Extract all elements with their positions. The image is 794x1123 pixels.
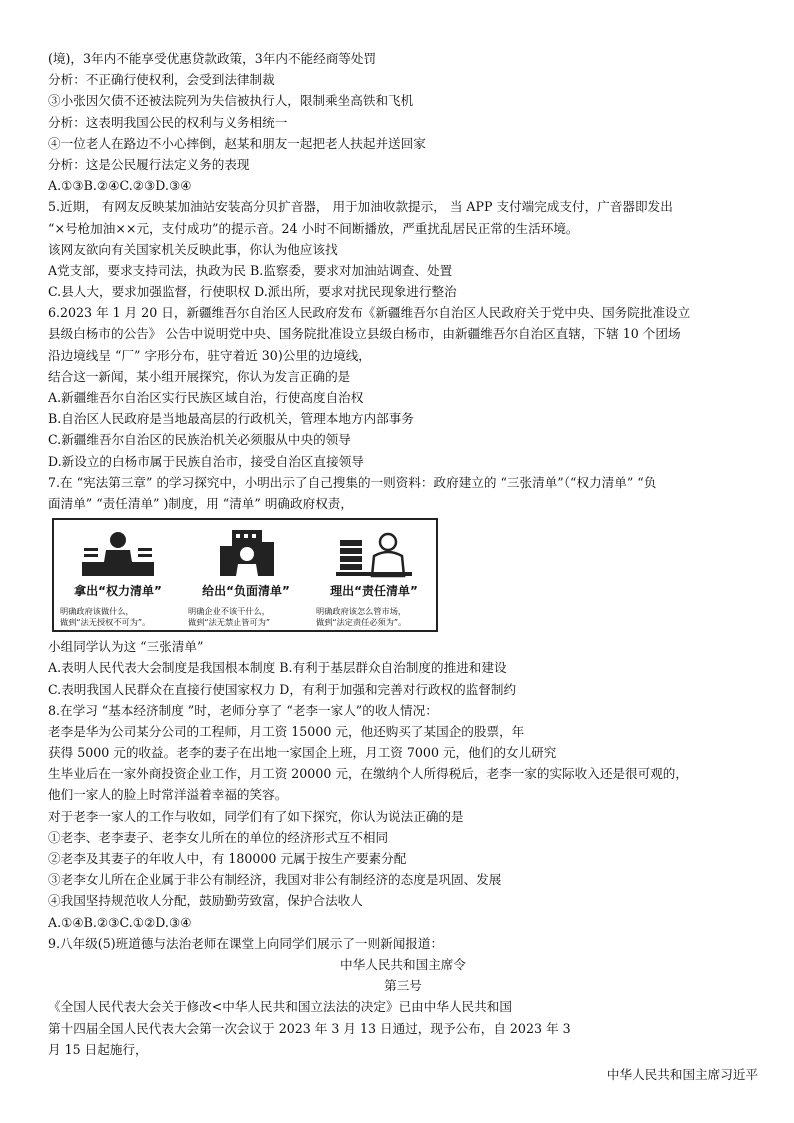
- exam-page: [48, 48, 758, 1085]
- text-line: 县级白杨市的公告》 公告中说明党中央、国务院批准设立县级白杨市，由新疆维吾尔自治区直辖，下辖 10 个团场: [48, 326, 681, 342]
- question-7: 7.在 “宪法第三章” 的学习探究中，小明出示了自己搜集的一则资料：政府建立的 “三张清单”（“权力清单” “负: [48, 474, 657, 490]
- panel-power-list: [54, 520, 182, 630]
- text-line: 沿边境线呈 “厂” 字形分布，驻守着近 30)公里的边境线，: [48, 347, 371, 363]
- three-lists-illustration: [52, 518, 438, 632]
- text-line: 对于老李一家人的工作与收如，同学们有了如下探究，你认为说法正确的是: [48, 808, 464, 824]
- option-line: A.新疆维吾尔自治区实行民族区域自治，行使高度自治权: [48, 390, 364, 405]
- answer-options: A.①③B.②④C.②③D.③④: [48, 178, 192, 194]
- text-line: 该网友欲向有关国家机关反映此事，你认为他应该找: [48, 241, 338, 257]
- text-line: 面清单” “责任清单” )制度，用 “清单” 明确政府权责，: [48, 495, 353, 511]
- option-line: C.县人大，要求加强监督，行使职权 D.派出所，要求对扰民现象进行整治: [48, 284, 457, 300]
- option-line: D.新设立的白杨市属于民族自治市，接受自治区直接领导: [48, 453, 364, 469]
- panel-desc: 做到“法无授权不可为”。: [60, 617, 151, 628]
- official-with-documents-icon: [332, 526, 416, 580]
- text-line: “×号枪加油××元，支付成功”的提示音。24 小时不间断播放，严重扰乱居民正常的生活环境。: [48, 220, 579, 236]
- decree-title: 中华人民共和国主席令: [340, 956, 466, 972]
- decree-body-line: 《全国人民代表大会关于修改<中华人民共和国立法法的决定》已由中华人民共和国: [48, 999, 512, 1015]
- question-6: 6.2023 年 1 月 20 日，新疆维吾尔自治区人民政府发布《新疆维吾尔自治区人民政府关于党中央、国务院批准设立: [48, 305, 691, 321]
- option-line: A党支部，要求支持司法，执政为民 B.监察委，要求对加油站调查、处置: [48, 262, 453, 278]
- question-9: 9.八年级(5)班道德与法治老师在课堂上向同学们展示了一则新闻报道：: [48, 935, 444, 951]
- decree-body-line: 月 15 日起施行，: [48, 1041, 148, 1057]
- option-line: B.自治区人民政府是当地最高层的行政机关，管理本地方内部事务: [48, 411, 414, 427]
- official-at-desk-icon: [76, 526, 160, 580]
- panel-negative-list: [182, 520, 310, 630]
- decree-number: 第三号: [384, 978, 422, 994]
- decree-body-line: 第十四届全国人民代表大会第一次会议于 2023 年 3 月 13 日通过，现予公布，自 2023 年 3: [48, 1020, 571, 1036]
- option-line: A.表明人民代表大会制度是我国根本制度 B.有利于基层群众自治制度的推进和建设: [48, 660, 507, 676]
- panel-caption: 给出“负面清单”: [202, 584, 290, 599]
- question-8: 8.在学习 “基本经济制度 ”时，老师分享了 “老李一家人”的收人情况：: [48, 702, 438, 718]
- statement-line: ①老李、老李妻子、老李女儿所在的单位的经济形式互不相同: [48, 829, 389, 845]
- panel-desc: 明确政府该做什么，: [60, 606, 134, 617]
- panel-caption: 拿出“权力清单”: [74, 584, 162, 599]
- option-line: C.表明我国人民群众在直接行使国家权力 D，有利于加强和完善对行政权的监督制约: [48, 681, 517, 697]
- statement-line: ②老李及其妻子的年收人中，有 180000 元属于按生产要素分配: [48, 851, 407, 866]
- presidential-decree: [48, 954, 758, 1085]
- middle-text-block: [48, 636, 758, 954]
- panel-desc: 明确政府该怎么管市场，: [316, 606, 407, 617]
- text-line: 分析：这表明我国公民的权利与义务相统一: [48, 114, 288, 130]
- text-line: 老李是华为公司某分公司的工程师，月工资 15000 元，他还购买了某国企的股票，年: [48, 723, 525, 739]
- text-line: 获得 5000 元的收益。老李的妻子在出地一家国企上班，月工资 7000 元，他们的女儿研究: [48, 745, 557, 761]
- text-line: (境)，3年内不能享受优惠贷款政策，3年内不能经商等处罚: [48, 51, 377, 66]
- panel-desc: 做到“法定责任必须为”。: [316, 617, 407, 628]
- panel-desc: 明确企业不该干什么，: [188, 606, 270, 617]
- text-line: 他们一家人的脸上时常洋溢着幸福的笑容。: [48, 787, 288, 803]
- text-line: 结合这一新闻，某小组开展探究，你认为发言正确的是: [48, 368, 351, 384]
- buildings-icon: [204, 526, 288, 580]
- answer-options: A.①④B.②③C.①②D.③④: [48, 914, 192, 930]
- text-line: 小组同学认为这 “三张清单”: [48, 639, 204, 655]
- top-text-block: [48, 48, 758, 514]
- statement-line: ③老李女儿所在企业属于非公有制经济，我国对非公有制经济的态度是巩固、发展: [48, 872, 502, 888]
- decree-signature: 中华人民共和国主席习近平: [606, 1066, 758, 1082]
- question-5: 5.近期， 有网友反映某加油站安装高分贝扩音器， 用于加油收款提示， 当 APP 支付端完成支付，广音器即发出: [48, 199, 673, 215]
- text-line: 分析：这是公民履行法定义务的表现: [48, 156, 250, 172]
- panel-desc: 做到“法无禁止皆可为”: [188, 617, 271, 628]
- text-line: 分析：不正确行使权利，会受到法律制裁: [48, 72, 275, 88]
- text-line: ③小张因欠债不还被法院列为失信被执行人，限制乘坐高铁和飞机: [48, 93, 414, 109]
- panel-responsibility-list: [310, 520, 438, 630]
- option-line: C.新疆维吾尔自治区的民族治机关必须服从中央的领导: [48, 432, 351, 448]
- statement-line: ④我国坚持规范收人分配，鼓励勤劳致富，保护合法收人: [48, 893, 363, 909]
- panel-caption: 理出“责任清单”: [330, 584, 418, 599]
- text-line: 生毕业后在一家外商投资企业工作，月工资 20000 元，在缴纳个人所得税后，老李一家的实际收入还是很可观的，: [48, 766, 688, 782]
- text-line: ④一位老人在路边不小心摔倒，赵某和朋友一起把老人扶起并送回家: [48, 135, 426, 151]
